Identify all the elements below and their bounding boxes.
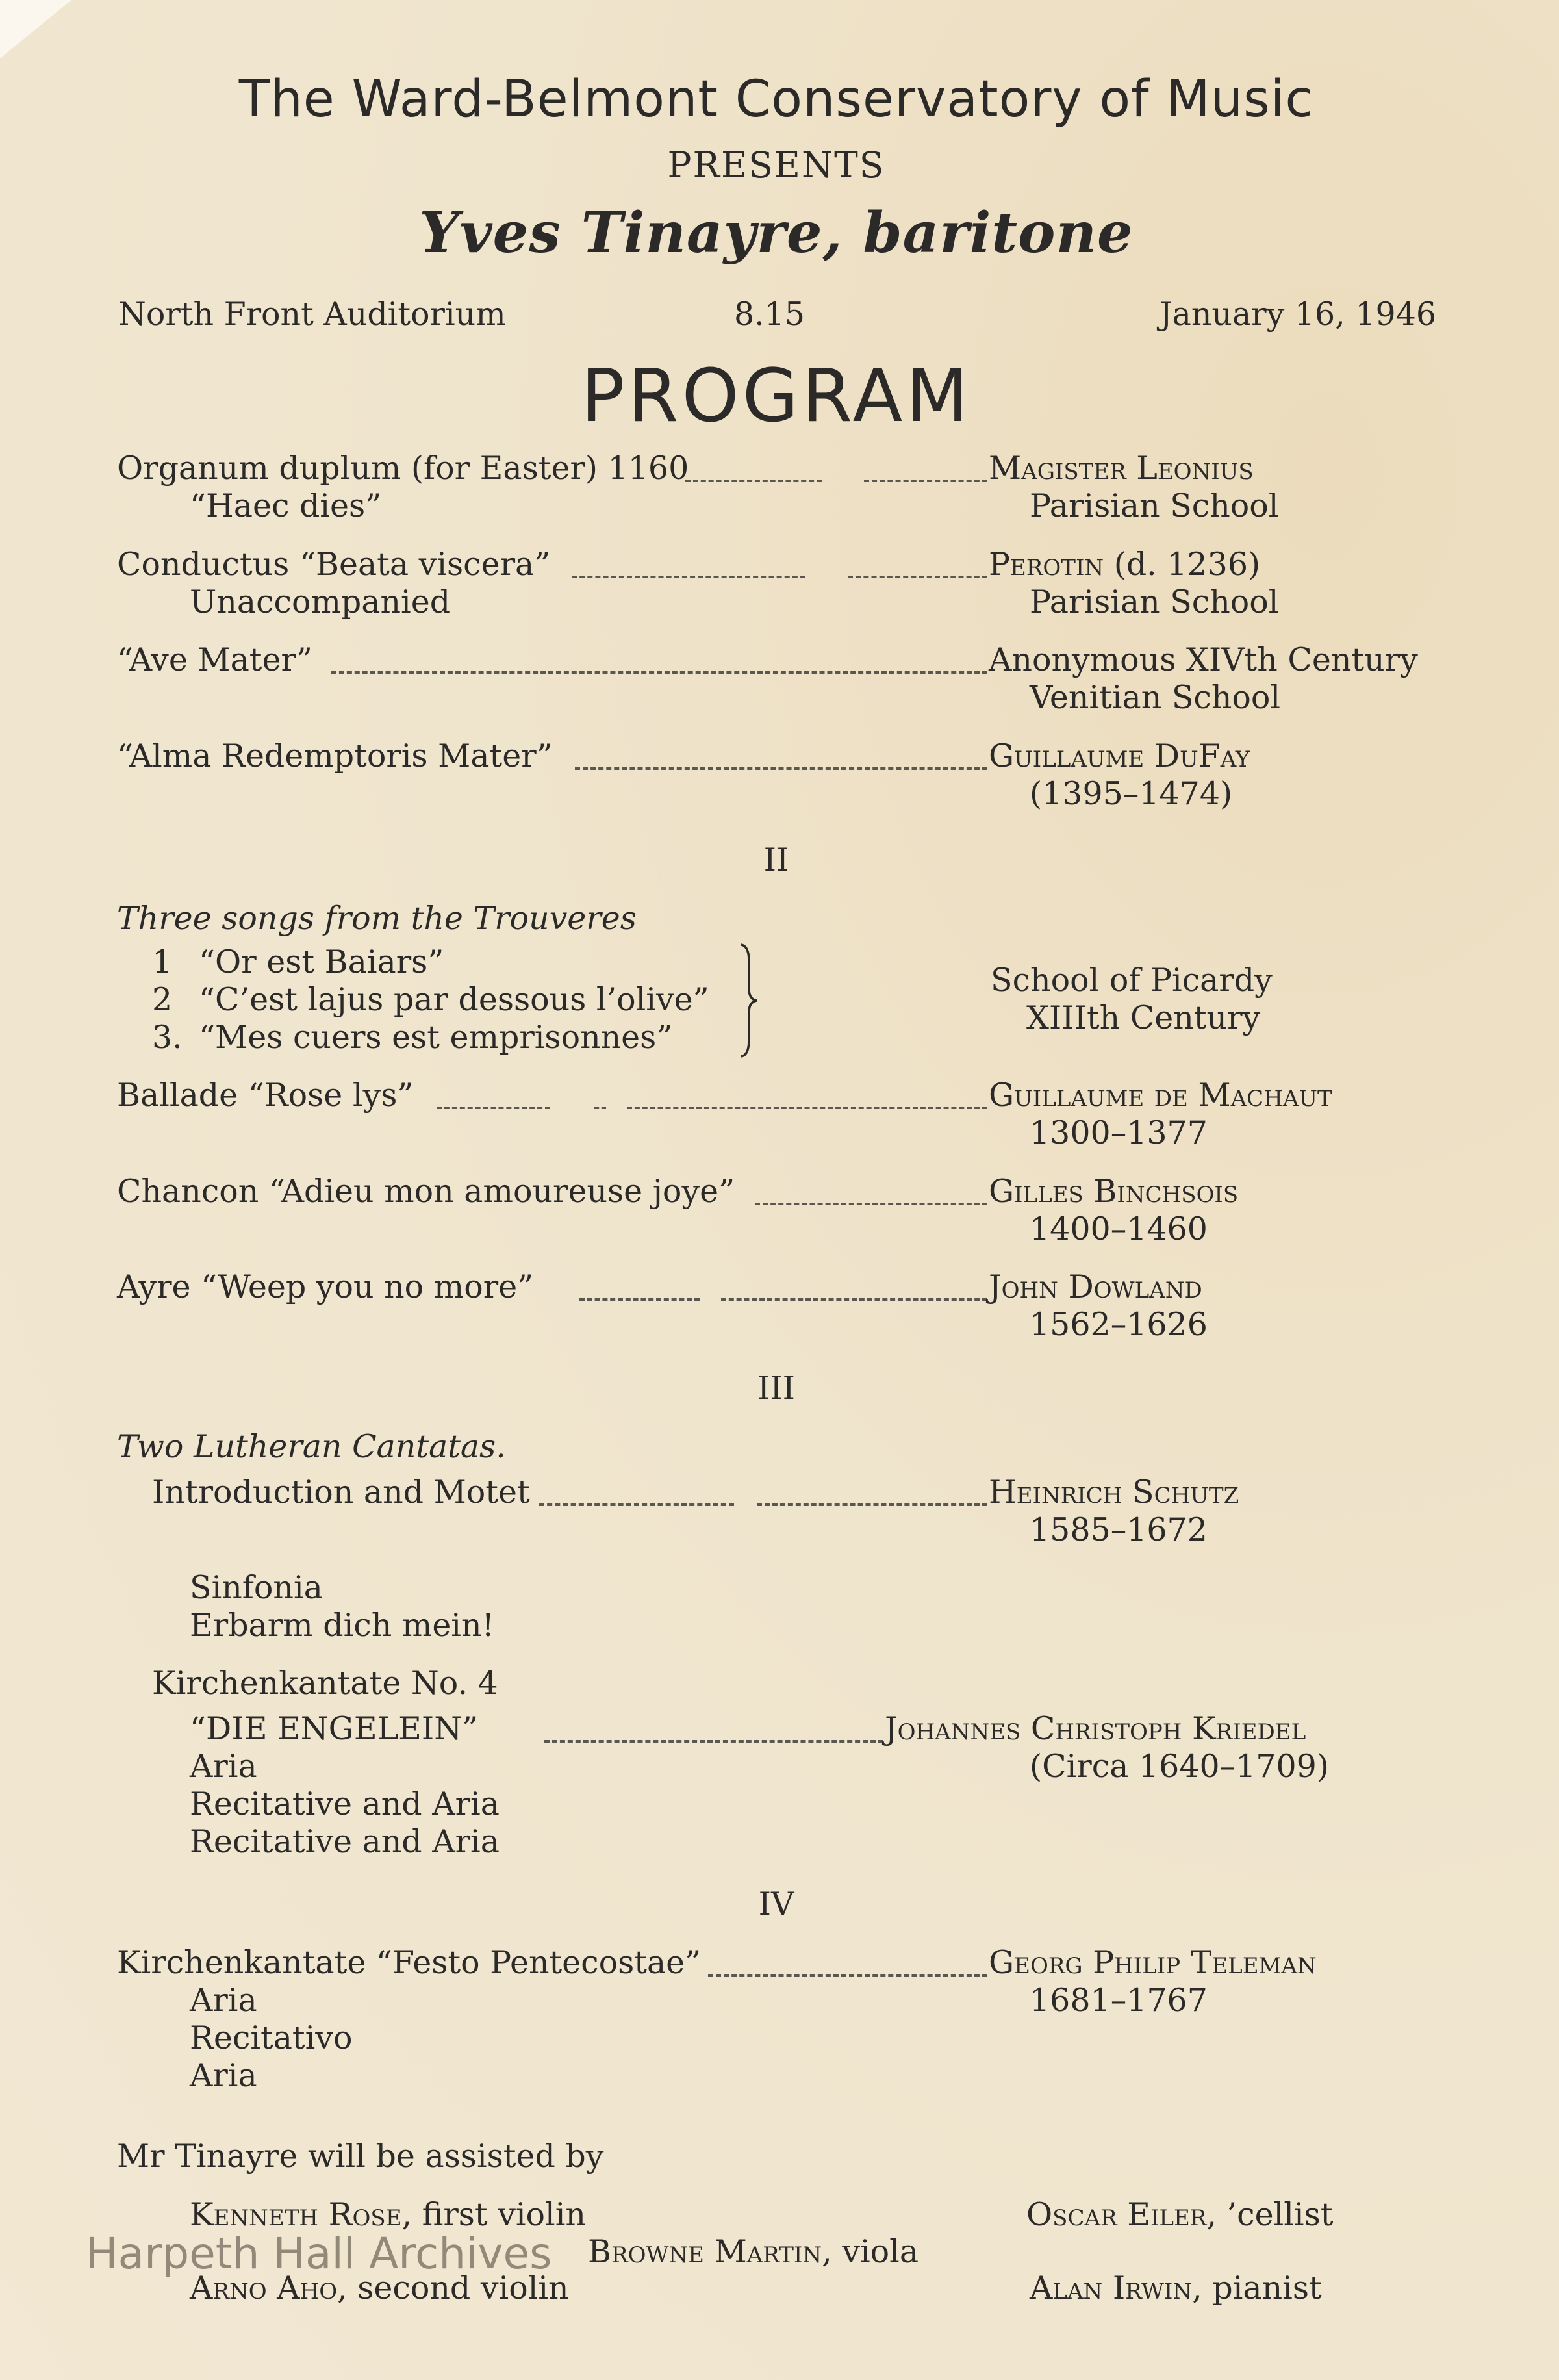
leader-dots	[721, 1298, 987, 1301]
detail-anonymous: Venitian School	[1030, 679, 1281, 716]
item-introduction-motet: Introduction and Motet	[152, 1474, 530, 1511]
musician-name: Kenneth Rose	[190, 2196, 402, 2233]
performer-name: Yves Tinayre, baritone	[419, 200, 1134, 266]
musician-eiler	[1026, 2196, 1333, 2233]
section-ii-numeral: II	[763, 841, 789, 878]
movement: Aria	[190, 2057, 257, 2094]
detail-machaut: 1300–1377	[1030, 1114, 1208, 1151]
song-title: “Or est Baiars”	[199, 943, 444, 980]
leader-dots	[685, 480, 822, 482]
item-kirchenkantate-4: Kirchenkantate No. 4	[152, 1665, 498, 1702]
folded-corner	[0, 0, 71, 58]
song-title: “Mes cuers est emprisonnes”	[199, 1019, 673, 1056]
item-erbarm: Erbarm dich mein!	[190, 1607, 495, 1644]
leader-dots	[437, 1107, 550, 1109]
movement: Aria	[190, 1748, 257, 1785]
detail-dowland: 1562–1626	[1030, 1306, 1208, 1343]
musician-name: Arno Aho	[190, 2270, 338, 2307]
leader-dots	[755, 1203, 987, 1205]
trouveres-title: Three songs from the Trouveres	[117, 900, 637, 937]
movement: Recitativo	[190, 2019, 353, 2056]
item-conductus-subtitle: Unaccompanied	[190, 583, 451, 621]
leader-dots	[594, 1107, 606, 1109]
composer-leonius: Magister Leonius	[989, 450, 1254, 487]
musician-name: Alan Irwin	[1030, 2270, 1193, 2307]
leader-dots	[544, 1740, 883, 1743]
musician-name: Oscar Eiler	[1026, 2196, 1207, 2233]
archive-watermark: Harpeth Hall Archives	[86, 2229, 552, 2279]
institution-title: The Ward-Belmont Conservatory of Music	[238, 70, 1314, 129]
musician-role: , viola	[822, 2233, 919, 2270]
musician-role: , second violin	[337, 2270, 569, 2307]
movement: Recitative and Aria	[190, 1823, 500, 1860]
musician-role: , ’cellist	[1206, 2196, 1334, 2233]
lutheran-cantatas-title: Two Lutheran Cantatas.	[117, 1428, 506, 1465]
item-conductus-title: Conductus “Beata viscera”	[117, 546, 551, 583]
program-heading: PROGRAM	[581, 354, 972, 439]
song-title: “C’est lajus par dessous l’olive”	[199, 981, 709, 1018]
item-organum-title: Organum duplum (for Easter) 1160	[117, 450, 689, 487]
leader-dots	[575, 767, 987, 770]
movement: Recitative and Aria	[190, 1785, 500, 1823]
item-festo-pentecostae: Kirchenkantate “Festo Pentecostae”	[117, 1944, 702, 1981]
detail-schutz: 1585–1672	[1030, 1511, 1208, 1548]
concert-date: January 16, 1946	[1160, 296, 1437, 333]
composer-dufay: Guillaume DuFay	[989, 737, 1250, 774]
composer-perotin	[989, 546, 1260, 583]
movement: Aria	[190, 1982, 257, 2019]
composer-schutz: Heinrich Schutz	[989, 1474, 1239, 1511]
song-number: 2	[152, 981, 173, 1018]
musician-role: , pianist	[1192, 2270, 1322, 2307]
item-chancon-title: Chancon “Adieu mon amoureuse joye”	[117, 1173, 735, 1210]
detail-dufay: (1395–1474)	[1030, 775, 1233, 812]
leader-dots	[331, 671, 987, 674]
item-die-engelein: “DIE ENGELEIN”	[190, 1710, 479, 1747]
detail-leonius: Parisian School	[1030, 487, 1279, 524]
leader-dots	[579, 1298, 700, 1301]
composer-kriedel: Johannes Christoph Kriedel	[885, 1710, 1306, 1747]
detail-teleman: 1681–1767	[1030, 1982, 1208, 2019]
composer-anonymous: Anonymous XIVth Century	[989, 641, 1418, 678]
musician-name: Browne Martin	[588, 2233, 822, 2270]
composer-perotin-dates: (d. 1236)	[1104, 546, 1261, 583]
composer-machaut: Guillaume de Machaut	[989, 1077, 1332, 1114]
musician-irwin	[1030, 2270, 1322, 2307]
musician-role: , first violin	[401, 2196, 586, 2233]
detail-perotin: Parisian School	[1030, 583, 1279, 621]
item-alma-title: “Alma Redemptoris Mater”	[117, 737, 553, 774]
concert-time: 8.15	[734, 296, 805, 333]
detail-binchsois: 1400–1460	[1030, 1210, 1208, 1248]
assisted-by-intro: Mr Tinayre will be assisted by	[117, 2138, 604, 2175]
song-number: 1	[152, 943, 173, 980]
leader-dots	[864, 480, 987, 482]
composer-dowland: John Dowland	[989, 1268, 1202, 1305]
item-organum-subtitle: “Haec dies”	[190, 487, 382, 524]
item-sinfonia: Sinfonia	[190, 1569, 323, 1606]
item-ballade-title: Ballade “Rose lys”	[117, 1077, 414, 1114]
presents-label: PRESENTS	[667, 144, 885, 186]
leader-dots	[539, 1503, 734, 1506]
song-number: 3.	[152, 1019, 183, 1056]
venue: North Front Auditorium	[118, 296, 506, 333]
detail-picardy: XIIIth Century	[1026, 999, 1261, 1036]
grouping-brace	[737, 942, 763, 1059]
leader-dots	[627, 1107, 987, 1109]
item-ave-mater-title: “Ave Mater”	[117, 641, 312, 678]
leader-dots	[708, 1974, 987, 1977]
composer-binchsois: Gilles Binchsois	[989, 1173, 1239, 1210]
composer-teleman: Georg Philip Teleman	[989, 1944, 1317, 1981]
item-ayre-title: Ayre “Weep you no more”	[117, 1268, 534, 1305]
composer-picardy: School of Picardy	[991, 962, 1273, 999]
leader-dots	[757, 1503, 987, 1506]
leader-dots	[572, 576, 805, 578]
detail-kriedel: (Circa 1640–1709)	[1030, 1748, 1329, 1785]
section-iii-numeral: III	[757, 1370, 796, 1407]
musician-martin	[588, 2233, 919, 2270]
section-iv-numeral: IV	[758, 1886, 794, 1923]
composer-perotin-name: Perotin	[989, 546, 1104, 583]
musician-rose	[190, 2196, 586, 2233]
leader-dots	[848, 576, 987, 578]
